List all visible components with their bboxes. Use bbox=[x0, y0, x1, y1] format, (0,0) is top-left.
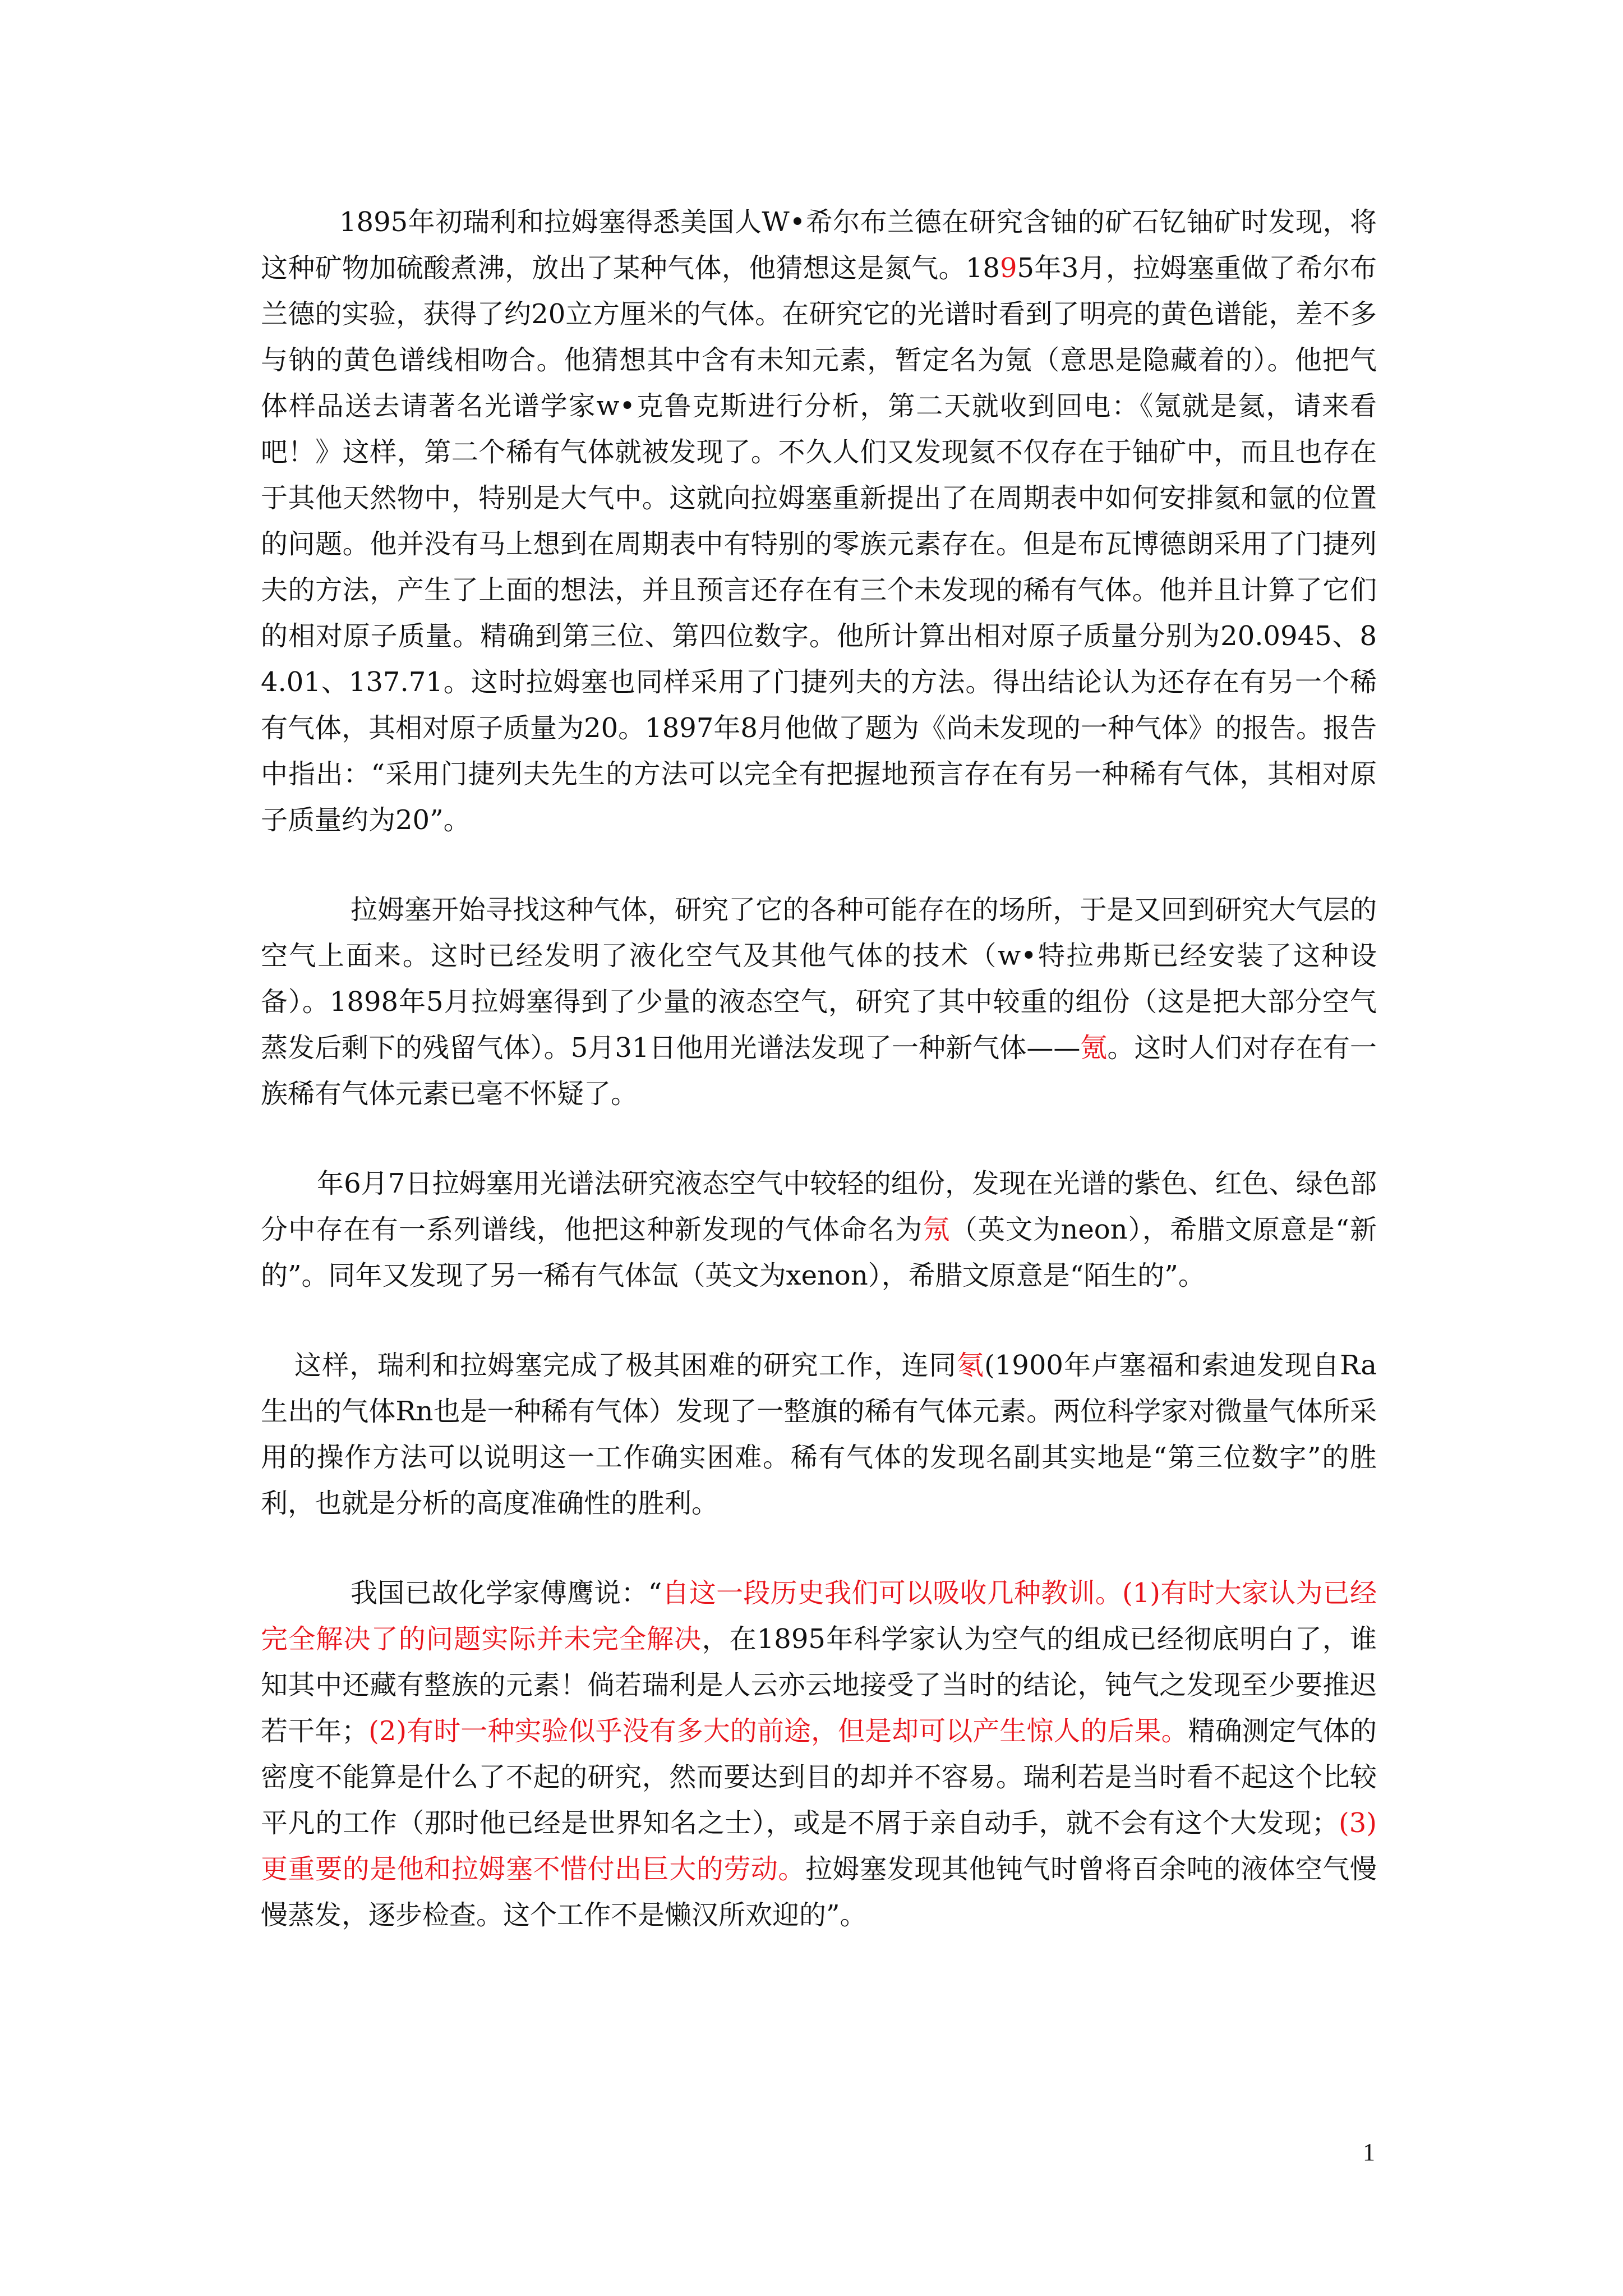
highlighted-text: 氡 bbox=[956, 1350, 985, 1381]
text-segment: 1895年初瑞利和拉姆塞得悉美国人W•希尔布兰德在研究含铀的矿石钇铀矿时发现，将这种矿物加硫酸煮沸，放出了某种气体，他猜想这是氮气。18 bbox=[261, 206, 1377, 284]
paragraph-5 bbox=[261, 1570, 1377, 1938]
text-segment: 拉姆塞开始寻找这种气体，研究了它的各种可能存在的场所，于是又回到研究大气层的空气上面来。这时已经发明了液化空气及其他气体的技术（w•特拉弗斯已经安装了这种设备）。1898年5月拉姆塞得到了少量的液态空气，研究了其中较重的组份（这是把大部分空气蒸发后剩下的残留气体）。5月31日他用光谱法发现了一种新气体—— bbox=[261, 894, 1377, 1064]
paragraph-3 bbox=[261, 1161, 1377, 1299]
highlighted-text: (2)有时一种实验似乎没有多大的前途，但是却可以产生惊人的后果。 bbox=[368, 1715, 1188, 1747]
highlighted-text: 9 bbox=[999, 252, 1017, 284]
page-number: 1 bbox=[1363, 2138, 1375, 2166]
text-segment: 。这时人们对存在有一族稀有气体元素已毫不怀疑了。 bbox=[261, 1032, 1377, 1110]
paragraph-4 bbox=[261, 1342, 1377, 1526]
text-segment: (1900年卢塞福和索迪发现自Ra生出的气体Rn也是一种稀有气体）发现了一整旗的稀有气体元素。两位科学家对微量气体所采用的操作方法可以说明这一工作确实困难。稀有气体的发现名副其实地是“第三位数字”的胜利，也就是分析的高度准确性的胜利。 bbox=[261, 1350, 1377, 1519]
highlighted-text: 自这一段历史我们可以吸收几种教训。(1)有时大家认为已经完全解决了的问题实际并未完全解决 bbox=[261, 1577, 1377, 1655]
text-segment: 5年3月，拉姆塞重做了希尔布兰德的实验，获得了约20立方厘米的气体。在研究它的光谱时看到了明亮的黄色谱能，差不多与钠的黄色谱线相吻合。他猜想其中含有未知元素，暂定名为氪（意思是隐藏着的）。他把气体样品送去请著名光谱学家w•克鲁克斯进行分析，第二天就收到回电：《氪就是氦，请来看吧！》这样，第二个稀有气体就被发现了。不久人们又发现氦不仅存在于铀矿中，而且也存在于其他天然物中，特别是大气中。这就向拉姆塞重新提出了在周期表中如何安排氦和氩的位置的问题。他并没有马上想到在周期表中有特别的零族元素存在。但是布瓦博德朗采用了门捷列夫的方法，产生了上面的想法，并且预言还存在有三个未发现的稀有气体。他并且计算了它们的相对原子质量。精确到第三位、第四位数字。他所计算出相对原子质量分别为20.0945、84.01、137.71。这时拉姆塞也同样采用了门捷列夫的方法。得出结论认为还存在有另一个稀有气体，其相对原子质量为20。1897年8月他做了题为《尚未发现的一种气体》的报告。报告中指出：“采用门捷列夫先生的方法可以完全有把握地预言存在有另一种稀有气体，其相对原子质量约为20”。 bbox=[261, 252, 1377, 836]
text-segment: （英文为neon），希腊文原意是“新的”。同年又发现了另一稀有气体氙（英文为xenon），希腊文原意是“陌生的”。 bbox=[261, 1214, 1377, 1291]
paragraph-2 bbox=[261, 887, 1377, 1117]
text-segment: 我国已故化学家傅鹰说：“ bbox=[351, 1577, 662, 1609]
highlighted-text: 氖 bbox=[923, 1214, 951, 1245]
text-segment: 精确测定气体的密度不能算是什么了不起的研究，然而要达到目的却并不容易。瑞利若是当时看不起这个比较平凡的工作（那时他已经是世界知名之士），或是不屑于亲自动手，就不会有这个大发现； bbox=[261, 1715, 1377, 1839]
text-segment: 拉姆塞发现其他钝气时曾将百余吨的液体空气慢慢蒸发，逐步检查。这个工作不是懒汉所欢迎的”。 bbox=[261, 1853, 1377, 1931]
paragraph-1 bbox=[261, 199, 1377, 843]
highlighted-text: 氪 bbox=[1080, 1032, 1108, 1064]
document-body bbox=[261, 199, 1377, 1938]
text-segment: 这样，瑞利和拉姆塞完成了极其困难的研究工作，连同 bbox=[294, 1350, 957, 1381]
text-segment: ，在1895年科学家认为空气的组成已经彻底明白了，谁知其中还藏有整族的元素！倘若瑞利是人云亦云地接受了当时的结论，钝气之发现至少要推迟若干年； bbox=[261, 1623, 1377, 1747]
text-segment: 年6月7日拉姆塞用光谱法研究液态空气中较轻的组份，发现在光谱的紫色、红色、绿色部分中存在有一系列谱线，他把这种新发现的气体命名为 bbox=[261, 1168, 1377, 1245]
highlighted-text: (3)更重要的是他和拉姆塞不惜付出巨大的劳动。 bbox=[261, 1807, 1377, 1885]
